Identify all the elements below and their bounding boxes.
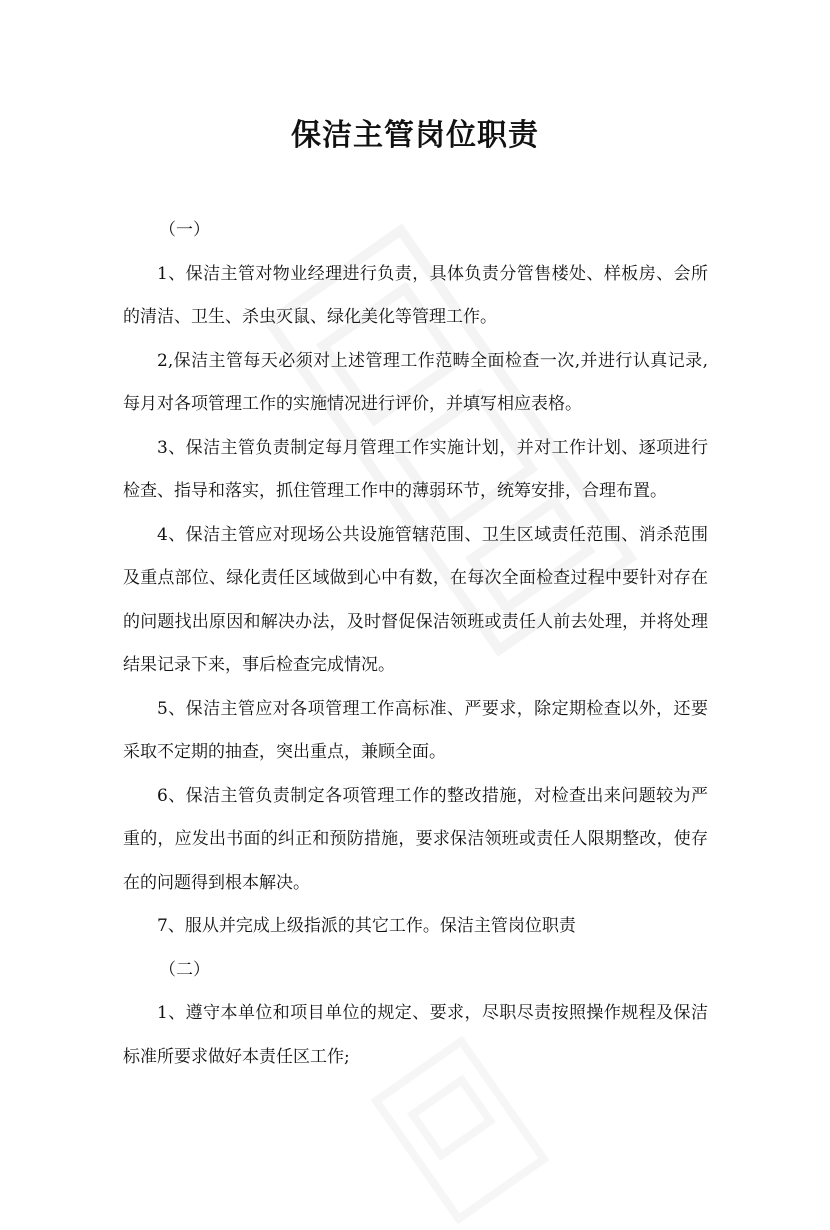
duty-item-2: 2,保洁主管每天必须对上述管理工作范畴全面检查一次,并进行认真记录,每月对各项管理工作的实施情况进行评价，并填写相应表格。 bbox=[123, 350, 708, 414]
page-title: 保洁主管岗位职责 bbox=[291, 118, 539, 153]
duty-item-1: 1、保洁主管对物业经理进行负责，具体负责分管售楼处、样板房、会所的清洁、卫生、杀虫灭鼠、绿化美化等管理工作。 bbox=[123, 263, 708, 327]
duty-item-5: 5、保洁主管应对各项管理工作高标准、严要求，除定期检查以外，还要采取不定期的抽查，突出重点，兼顾全面。 bbox=[123, 698, 708, 762]
duty-item-4: 4、保洁主管应对现场公共设施管辖范围、卫生区域责任范围、消杀范围及重点部位、绿化责任区域做到心中有数，在每次全面检查过程中要针对存在的问题找出原因和解决办法，及时督促保洁领班或责任人前去处理，并将处理结果记录下来，事后检查完成情况。 bbox=[123, 524, 708, 675]
section-two-item-1: 1、遵守本单位和项目单位的规定、要求，尽职尽责按照操作规程及保洁标准所要求做好本责任区工作; bbox=[123, 1003, 708, 1067]
section-one-heading: （一） bbox=[159, 220, 210, 240]
section-two-heading: （二） bbox=[159, 959, 210, 980]
duty-item-3: 3、保洁主管负责制定每月管理工作实施计划，并对工作计划、逐项进行检查、指导和落实，抓住管理工作中的薄弱环节，统筹安排，合理布置。 bbox=[123, 437, 708, 501]
duty-item-6: 6、保洁主管负责制定各项管理工作的整改措施，对检查出来问题较为严重的，应发出书面的纠正和预防措施，要求保洁领班或责任人限期整改，使存在的问题得到根本解决。 bbox=[123, 785, 708, 893]
duty-item-7: 7、服从并完成上级指派的其它工作。保洁主管岗位职责 bbox=[157, 916, 576, 936]
document-body bbox=[123, 209, 708, 1079]
